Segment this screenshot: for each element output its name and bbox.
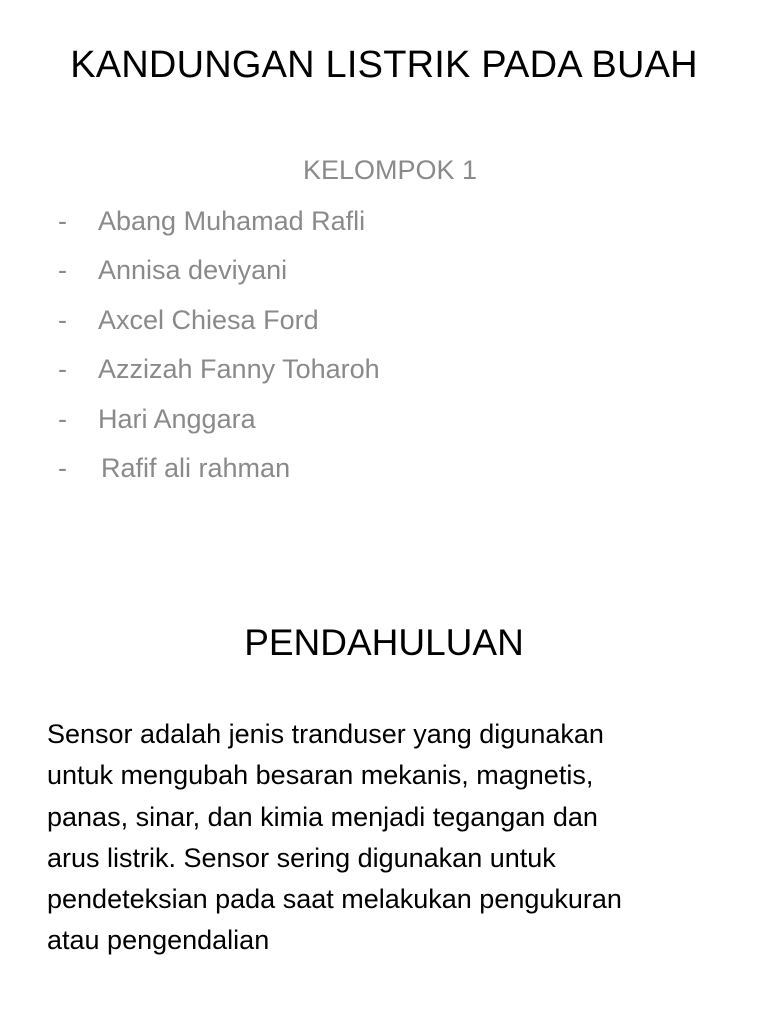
slide-introduction <box>0 600 768 1024</box>
body-line: Sensor adalah jenis tranduser yang digunakan <box>47 719 604 749</box>
body-line: arus listrik. Sensor sering digunakan untuk <box>47 842 556 873</box>
member-name: Axcel Chiesa Ford <box>98 304 319 335</box>
member-name: Azzizah Fanny Toharoh <box>98 354 380 385</box>
body-paragraph <box>47 714 737 962</box>
body-line: untuk mengubah besaran mekanis, magnetis, <box>47 760 594 791</box>
member-name: Abang Muhamad Rafli <box>98 206 366 236</box>
body-line: atau pengendalian <box>47 925 270 956</box>
body-line: pendeteksian pada saat melakukan pengukuran <box>47 884 622 915</box>
bullet-dash: - <box>58 452 67 483</box>
bullet-dash: - <box>58 354 67 385</box>
member-name: Rafif ali rahman <box>101 452 291 483</box>
member-name: Hari Anggara <box>98 403 256 434</box>
bullet-dash: - <box>58 255 67 286</box>
slide-title-page <box>0 0 768 500</box>
bullet-dash: - <box>58 206 67 236</box>
body-line: panas, sinar, dan kimia menjadi tegangan dan <box>47 801 598 832</box>
section-title: PENDAHULUAN <box>244 622 524 663</box>
member-name: Annisa deviyani <box>98 255 288 286</box>
bullet-dash: - <box>58 403 67 434</box>
bullet-dash: - <box>58 304 67 335</box>
group-label: KELOMPOK 1 <box>302 155 478 185</box>
slide-title: KANDUNGAN LISTRIK PADA BUAH <box>70 44 698 86</box>
